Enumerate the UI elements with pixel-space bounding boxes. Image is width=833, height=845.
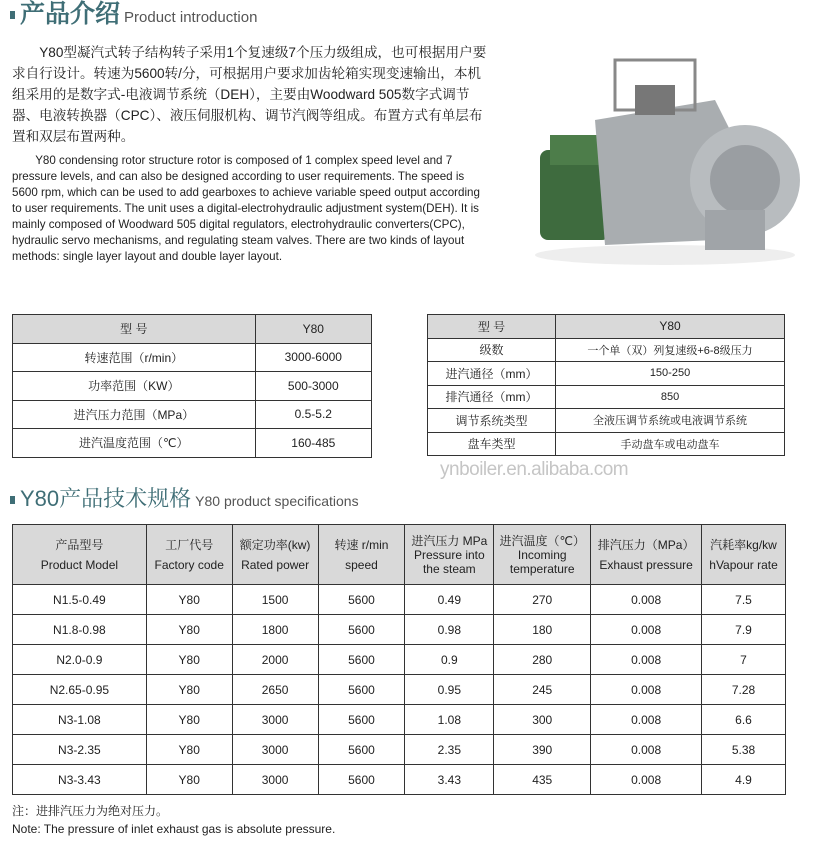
table-cell: 2.35 xyxy=(405,735,494,765)
table-cell: 进汽通径（mm） xyxy=(428,362,556,386)
watermark: ynboiler.en.alibaba.com xyxy=(440,459,629,480)
table-cell: 0.49 xyxy=(405,585,494,615)
table-cell: 级数 xyxy=(428,338,556,362)
table-cell: Y80 xyxy=(146,585,232,615)
column-header xyxy=(13,525,147,585)
table-row xyxy=(428,432,785,456)
table-cell: 0.008 xyxy=(591,585,702,615)
table-cell: 245 xyxy=(494,675,591,705)
turbine-image xyxy=(515,40,805,268)
table-cell: 300 xyxy=(494,705,591,735)
table-cell: 进汽温度范围（℃） xyxy=(13,429,256,458)
table-row xyxy=(13,615,786,645)
table-cell: Y80 xyxy=(146,765,232,795)
specs-heading: Y80产品技术规格 Y80 product specifications xyxy=(10,482,359,513)
header-text: hVapour rate xyxy=(709,557,778,572)
table-cell: 5600 xyxy=(318,615,405,645)
table-row xyxy=(428,338,785,362)
table-cell: N2.0-0.9 xyxy=(13,645,147,675)
table-cell: 5600 xyxy=(318,585,405,615)
table-cell: 型 号 xyxy=(13,315,256,344)
table-cell: 5600 xyxy=(318,675,405,705)
table-cell: Y80 xyxy=(146,615,232,645)
bullet-square-icon xyxy=(10,496,15,504)
table-cell: 3000 xyxy=(232,735,318,765)
table-cell: 160-485 xyxy=(255,429,371,458)
table-row xyxy=(13,645,786,675)
header-text: 产品型号 xyxy=(55,537,104,552)
table-cell: 进汽压力范围（MPa） xyxy=(13,400,256,429)
table-cell: N3-2.35 xyxy=(13,735,147,765)
table-cell: 7.28 xyxy=(702,675,786,705)
table-row xyxy=(13,765,786,795)
table-cell: 0.9 xyxy=(405,645,494,675)
table-cell: 5.38 xyxy=(702,735,786,765)
table-row xyxy=(13,585,786,615)
table-cell: 0.008 xyxy=(591,675,702,705)
header-text: Pressure into the steam xyxy=(413,547,485,576)
header-text: 排汽压力（MPa） xyxy=(597,537,695,552)
table-row xyxy=(428,362,785,386)
table-cell: 6.6 xyxy=(702,705,786,735)
table-cell: 2000 xyxy=(232,645,318,675)
table-row xyxy=(428,315,785,339)
table-cell: 1.08 xyxy=(405,705,494,735)
table-cell: 调节系统类型 xyxy=(428,409,556,433)
table-cell: 7.5 xyxy=(702,585,786,615)
table-cell: 1800 xyxy=(232,615,318,645)
table-cell: 3000 xyxy=(232,765,318,795)
table-cell: 150-250 xyxy=(556,362,785,386)
table-cell: 全液压调节系统或电液调节系统 xyxy=(556,409,785,433)
table-cell: N1.5-0.49 xyxy=(13,585,147,615)
column-header xyxy=(405,525,494,585)
table-cell: 0.008 xyxy=(591,705,702,735)
table-cell: 0.5-5.2 xyxy=(255,400,371,429)
basic-params-table-2 xyxy=(427,314,785,456)
column-header xyxy=(702,525,786,585)
note-cn: 注：进排汽压力为绝对压力。 xyxy=(12,804,169,818)
intro-paragraph-en: Y80 condensing rotor structure rotor is composed of 1 complex speed level and 7 pressure levels, and can also be designed according to user requirements. The speed is 5600 rpm, which can be used to add gearboxes to achieve variable speed output according to user requirements. The unit uses a digital-electrohydraulic adjustment system(DEH). It is mainly composed of Woodward 505 digital regulators, electrohydraulic converters(CPC), hydraulic servo mechanisms, and regulating steam valves. There are two kinds of layout methods: single layer layout and double layer layout. xyxy=(12,154,480,263)
header-text: Rated power xyxy=(241,557,310,572)
header-text: 转速 r/min xyxy=(334,537,389,552)
table-cell: 270 xyxy=(494,585,591,615)
specs-table xyxy=(12,524,786,795)
table-row xyxy=(13,705,786,735)
table-row xyxy=(13,315,372,344)
table-cell: N3-3.43 xyxy=(13,765,147,795)
table-row xyxy=(13,372,372,401)
table-row xyxy=(428,409,785,433)
table-cell: N3-1.08 xyxy=(13,705,147,735)
header-text: 额定功率(kw) xyxy=(239,537,311,552)
table-cell: 型 号 xyxy=(428,315,556,339)
table-cell: 1500 xyxy=(232,585,318,615)
column-header xyxy=(318,525,405,585)
table-cell: 0.008 xyxy=(591,615,702,645)
table-cell: 3000-6000 xyxy=(255,343,371,372)
bullet-square-icon xyxy=(10,11,15,19)
table-cell: 0.008 xyxy=(591,765,702,795)
basic-params-table-1 xyxy=(12,314,372,458)
table-cell: Y80 xyxy=(146,675,232,705)
table-cell: N2.65-0.95 xyxy=(13,675,147,705)
table-cell: 2650 xyxy=(232,675,318,705)
table-cell: 0.008 xyxy=(591,645,702,675)
table-cell: Y80 xyxy=(146,735,232,765)
table-cell: 手动盘车或电动盘车 xyxy=(556,432,785,456)
table-cell: 4.9 xyxy=(702,765,786,795)
column-header xyxy=(494,525,591,585)
table-row xyxy=(13,400,372,429)
table-cell: 一个单（双）列复速级+6-8级压力 xyxy=(556,338,785,362)
table-cell: Y80 xyxy=(556,315,785,339)
intro-paragraph-cn: Y80型凝汽式转子结构转子采用1个复速级7个压力级组成，也可根据用户要求自行设计。转速为5600转/分，可根据用户要求加齿轮箱实现变速输出，本机组采用的是数字式-电液调节系统（DEH），主要由Woodward 505数字式调节器、电液转换器（CPC）、液压伺服机构、调节汽阀等组成。布置方式有单层布置和双层布置两种。 xyxy=(12,45,487,144)
intro-body xyxy=(12,42,492,265)
table-cell: 180 xyxy=(494,615,591,645)
note-en: Note: The pressure of inlet exhaust gas is absolute pressure. xyxy=(12,822,336,836)
table-cell: 排汽通径（mm） xyxy=(428,385,556,409)
table-row xyxy=(13,343,372,372)
table-row xyxy=(13,675,786,705)
table-row xyxy=(13,735,786,765)
header-text: Product Model xyxy=(40,557,119,572)
column-header xyxy=(591,525,702,585)
column-header xyxy=(232,525,318,585)
table-cell: 0.008 xyxy=(591,735,702,765)
header-text: Exhaust pressure xyxy=(599,557,693,572)
table-cell: 3000 xyxy=(232,705,318,735)
table-cell: 850 xyxy=(556,385,785,409)
table-cell: 7 xyxy=(702,645,786,675)
table-cell: Y80 xyxy=(255,315,371,344)
table-cell: N1.8-0.98 xyxy=(13,615,147,645)
table-row xyxy=(13,429,372,458)
header-text: 汽耗率kg/kw xyxy=(710,537,777,552)
column-header xyxy=(146,525,232,585)
table-cell: 390 xyxy=(494,735,591,765)
table-cell: 5600 xyxy=(318,735,405,765)
table-cell: 3.43 xyxy=(405,765,494,795)
table-cell: 7.9 xyxy=(702,615,786,645)
intro-heading: 产品介绍 Product introduction xyxy=(10,0,257,30)
table-row xyxy=(428,385,785,409)
header-text: 进汽压力 MPa xyxy=(411,533,488,548)
table-cell: 435 xyxy=(494,765,591,795)
table-cell: 5600 xyxy=(318,765,405,795)
table-cell: 5600 xyxy=(318,705,405,735)
table-cell: Y80 xyxy=(146,705,232,735)
header-text: speed xyxy=(345,557,378,572)
table-cell: 盘车类型 xyxy=(428,432,556,456)
header-text: Incoming temperature xyxy=(509,547,575,576)
header-text: 工厂代号 xyxy=(165,537,214,552)
table-cell: 500-3000 xyxy=(255,372,371,401)
table-cell: 5600 xyxy=(318,645,405,675)
table-cell: Y80 xyxy=(146,645,232,675)
table-cell: 0.95 xyxy=(405,675,494,705)
table-cell: 功率范围（KW） xyxy=(13,372,256,401)
header-text: 进汽温度（℃） xyxy=(499,533,585,548)
table-cell: 0.98 xyxy=(405,615,494,645)
header-text: Factory code xyxy=(154,557,224,572)
table-cell: 280 xyxy=(494,645,591,675)
table-cell: 转速范围（r/min） xyxy=(13,343,256,372)
